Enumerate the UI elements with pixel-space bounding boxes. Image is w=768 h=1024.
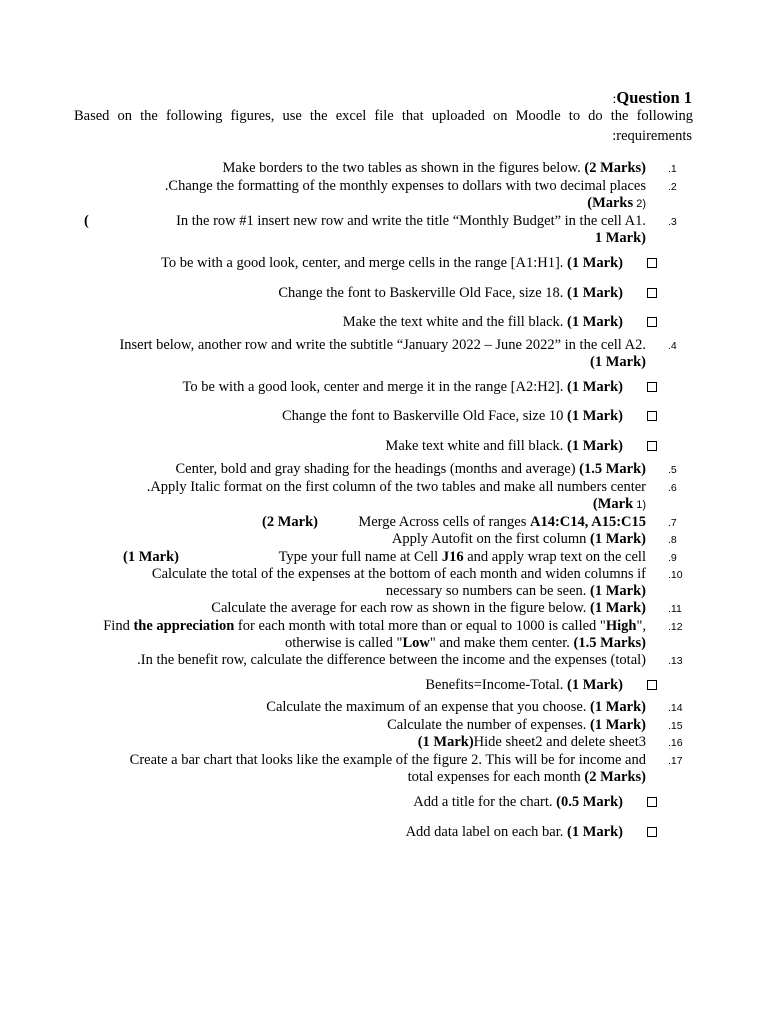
item-number: .14 bbox=[668, 702, 683, 714]
item-13: .In the benefit row, calculate the difference between the income and the expenses (total) bbox=[137, 652, 646, 668]
intro-line-1: Based on the following figures, use the excel file that uploaded on Moodle to do the following bbox=[74, 108, 693, 124]
item-number: .7 bbox=[668, 517, 677, 529]
item-number: .15 bbox=[668, 720, 683, 732]
item-9-marks: (1 Mark) bbox=[123, 549, 179, 565]
item-number: .6 bbox=[668, 482, 677, 494]
item-3-paren: ( bbox=[84, 213, 89, 229]
checkbox-bullet-icon bbox=[647, 411, 657, 421]
checkbox-bullet-icon bbox=[647, 258, 657, 268]
item-17-line-2: total expenses for each month (2 Marks) bbox=[407, 769, 646, 785]
item-number: .16 bbox=[668, 737, 683, 749]
intro-line-2: :requirements bbox=[612, 128, 692, 144]
item-6: .Apply Italic format on the first column of the two tables and make all numbers center bbox=[146, 479, 646, 495]
item-number: .4 bbox=[668, 340, 677, 352]
item-number: .1 bbox=[668, 163, 677, 175]
item-16: (1 Mark)Hide sheet2 and delete sheet3 bbox=[417, 734, 646, 750]
item-17b: Add data label on each bar. (1 Mark) bbox=[405, 824, 623, 840]
item-17-line-1: Create a bar chart that looks like the example of the figure 2. This will be for income and bbox=[129, 752, 646, 768]
item-3b: Change the font to Baskerville Old Face, size 18. (1 Mark) bbox=[278, 285, 623, 301]
question-title: :Question 1 bbox=[612, 88, 692, 107]
item-5: Center, bold and gray shading for the headings (months and average) (1.5 Mark) bbox=[175, 461, 646, 477]
item-3a: To be with a good look, center, and merge cells in the range [A1:H1]. (1 Mark) bbox=[161, 255, 623, 271]
item-number: .12 bbox=[668, 621, 683, 633]
item-8: Apply Autofit on the first column (1 Mark) bbox=[391, 531, 646, 547]
checkbox-bullet-icon bbox=[647, 797, 657, 807]
checkbox-bullet-icon bbox=[647, 382, 657, 392]
item-number: .5 bbox=[668, 464, 677, 476]
item-number: .10 bbox=[668, 569, 683, 581]
item-12-line-1: Find the appreciation for each month with total more than or equal to 1000 is called "High", bbox=[103, 618, 646, 634]
checkbox-bullet-icon bbox=[647, 317, 657, 327]
checkbox-bullet-icon bbox=[647, 288, 657, 298]
item-number: .8 bbox=[668, 534, 677, 546]
item-2-marks: (Marks 2) bbox=[587, 195, 646, 211]
item-4-marks: (1 Mark) bbox=[590, 354, 646, 370]
item-14: Calculate the maximum of an expense that you choose. (1 Mark) bbox=[266, 699, 646, 715]
item-11: Calculate the average for each row as shown in the figure below. (1 Mark) bbox=[211, 600, 646, 616]
item-number: .13 bbox=[668, 655, 683, 667]
item-10-line-1: Calculate the total of the expenses at the bottom of each month and widen columns if bbox=[151, 566, 646, 582]
item-17a: Add a title for the chart. (0.5 Mark) bbox=[413, 794, 623, 810]
item-4b: Change the font to Baskerville Old Face, size 10 (1 Mark) bbox=[281, 408, 623, 424]
item-3: In the row #1 insert new row and write the title “Monthly Budget” in the cell A1. bbox=[176, 213, 646, 229]
item-13a: Benefits=Income-Total. (1 Mark) bbox=[425, 677, 623, 693]
checkbox-bullet-icon bbox=[647, 827, 657, 837]
item-2: .Change the formatting of the monthly expenses to dollars with two decimal places bbox=[164, 178, 646, 194]
item-7-marks: (2 Mark) bbox=[262, 514, 318, 530]
item-number: .9 bbox=[668, 552, 677, 564]
item-12-line-2: otherwise is called "Low" and make them center. (1.5 Marks) bbox=[285, 635, 646, 651]
item-3c: Make the text white and the fill black. (1 Mark) bbox=[342, 314, 623, 330]
item-1: Make borders to the two tables as shown in the figures below. (2 Marks) bbox=[222, 160, 646, 176]
item-9: Type your full name at Cell J16 and apply wrap text on the cell bbox=[278, 549, 646, 565]
item-4: Insert below, another row and write the subtitle “January 2022 – June 2022” in the cell A2. bbox=[119, 337, 646, 353]
item-7: Merge Across cells of ranges A14:C14, A15:C15 bbox=[358, 514, 646, 530]
item-number: .3 bbox=[668, 216, 677, 228]
item-3-marks: 1 Mark) bbox=[594, 230, 646, 246]
item-4c: Make text white and fill black. (1 Mark) bbox=[385, 438, 623, 454]
item-4a: To be with a good look, center and merge it in the range [A2:H2]. (1 Mark) bbox=[182, 379, 623, 395]
item-number: .2 bbox=[668, 181, 677, 193]
item-15: Calculate the number of expenses. (1 Mark) bbox=[387, 717, 646, 733]
item-number: .17 bbox=[668, 755, 683, 767]
item-6-marks: (Mark 1) bbox=[592, 496, 646, 512]
checkbox-bullet-icon bbox=[647, 441, 657, 451]
checkbox-bullet-icon bbox=[647, 680, 657, 690]
item-number: .11 bbox=[668, 603, 682, 615]
item-10-line-2: necessary so numbers can be seen. (1 Mark) bbox=[385, 583, 646, 599]
